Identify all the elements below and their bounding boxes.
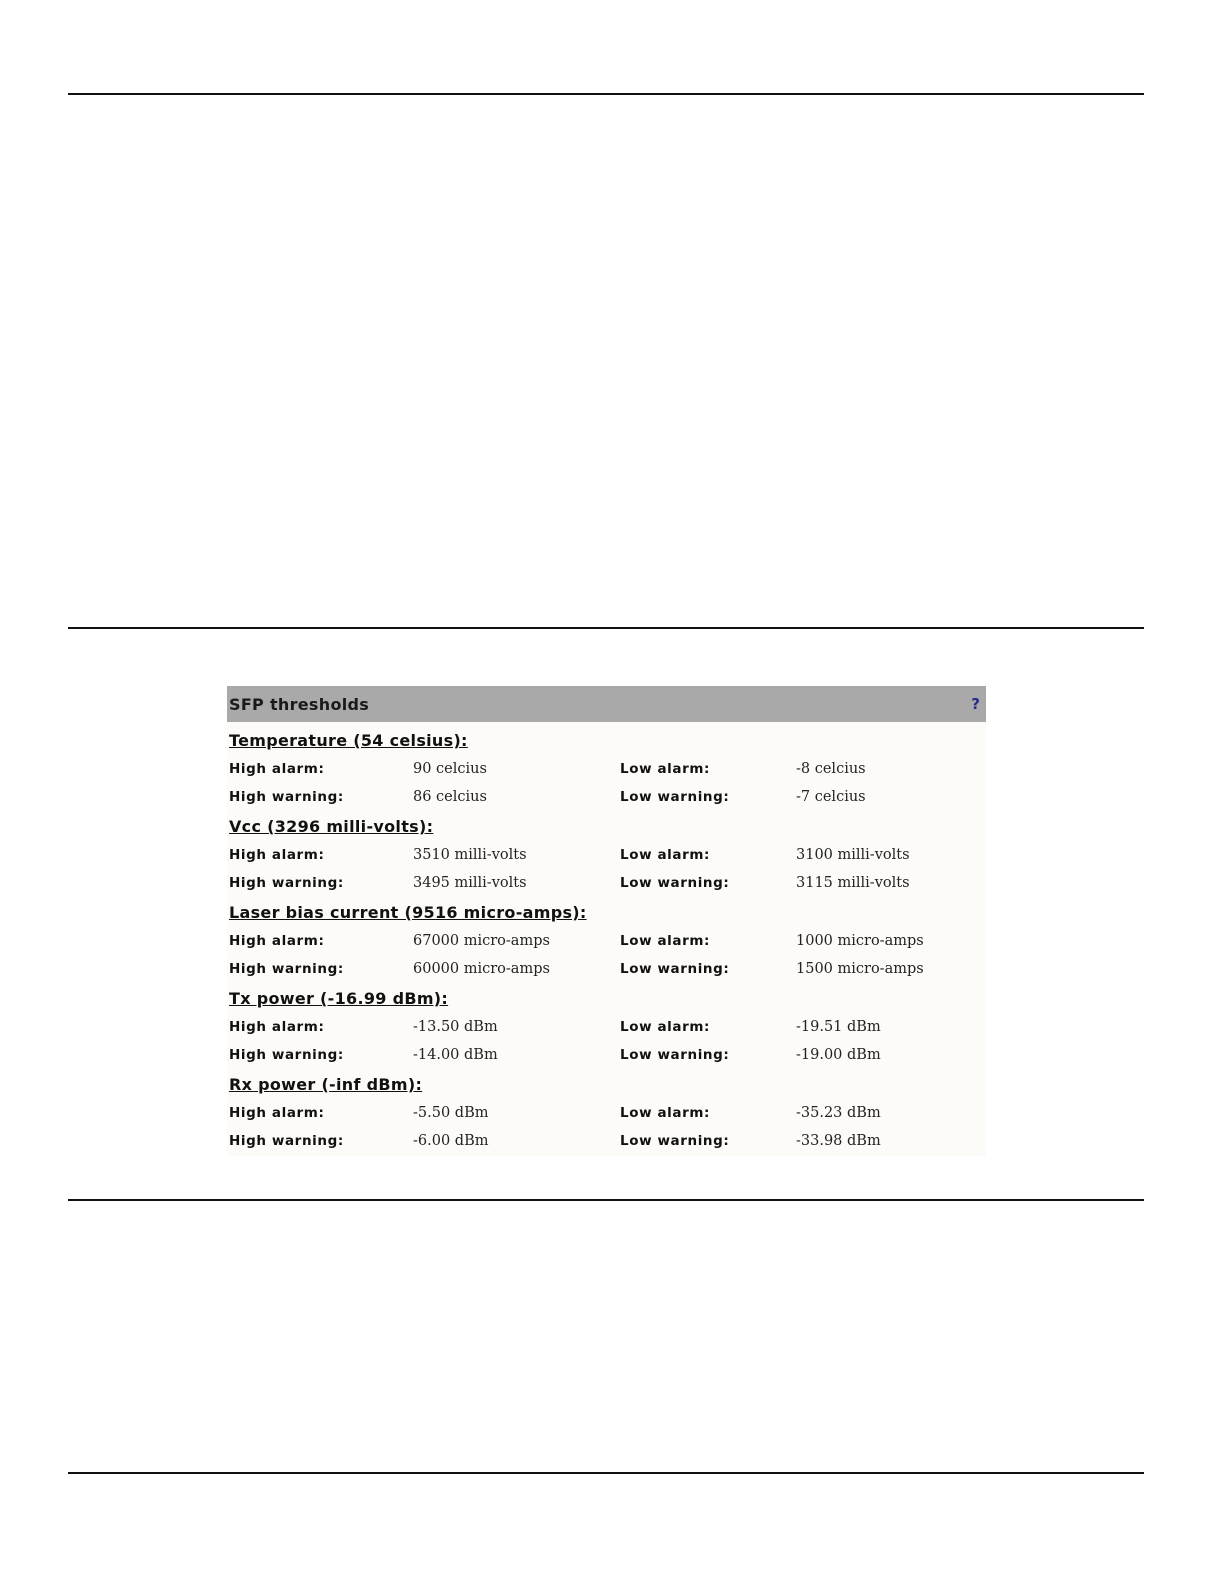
page-rule-figure-top (68, 627, 1144, 629)
high-warning-value: 86 celcius (413, 789, 487, 805)
section-vcc (229, 813, 979, 897)
page-rule-figure-bottom (68, 1199, 1144, 1201)
threshold-row-alarm (229, 1013, 979, 1041)
high-alarm-label: High alarm: (229, 761, 325, 777)
panel-title: SFP thresholds (229, 695, 370, 714)
low-warning-value: -7 celcius (796, 789, 866, 805)
high-alarm-label: High alarm: (229, 933, 325, 949)
low-alarm-value: -8 celcius (796, 761, 866, 777)
high-warning-label: High warning: (229, 875, 344, 891)
high-warning-value: 60000 micro-amps (413, 961, 550, 977)
threshold-row-warning (229, 955, 979, 983)
high-warning-label: High warning: (229, 961, 344, 977)
high-alarm-value: -5.50 dBm (413, 1105, 489, 1121)
section-temperature (229, 727, 979, 811)
low-warning-value: -19.00 dBm (796, 1047, 881, 1063)
low-alarm-label: Low alarm: (620, 761, 711, 777)
high-alarm-label: High alarm: (229, 1019, 325, 1035)
threshold-row-alarm (229, 755, 979, 783)
low-warning-label: Low warning: (620, 789, 730, 805)
low-alarm-label: Low alarm: (620, 1019, 711, 1035)
low-alarm-label: Low alarm: (620, 933, 711, 949)
threshold-row-warning (229, 869, 979, 897)
high-alarm-value: 90 celcius (413, 761, 487, 777)
low-alarm-label: Low alarm: (620, 847, 711, 863)
high-alarm-value: -13.50 dBm (413, 1019, 498, 1035)
threshold-row-alarm (229, 1099, 979, 1127)
page-rule-footer (68, 1472, 1144, 1474)
section-laser-bias-current (229, 899, 979, 983)
section-title-temperature: Temperature (54 celsius): (229, 731, 468, 750)
high-alarm-value: 3510 milli-volts (413, 847, 527, 863)
high-warning-label: High warning: (229, 1047, 344, 1063)
threshold-row-alarm (229, 841, 979, 869)
low-alarm-value: 1000 micro-amps (796, 933, 924, 949)
threshold-row-alarm (229, 927, 979, 955)
high-alarm-label: High alarm: (229, 1105, 325, 1121)
low-warning-label: Low warning: (620, 1047, 730, 1063)
high-warning-value: 3495 milli-volts (413, 875, 527, 891)
low-warning-value: -33.98 dBm (796, 1133, 881, 1149)
high-warning-label: High warning: (229, 1133, 344, 1149)
threshold-row-warning (229, 1041, 979, 1069)
low-alarm-value: -19.51 dBm (796, 1019, 881, 1035)
high-alarm-value: 67000 micro-amps (413, 933, 550, 949)
page-rule-top (68, 93, 1144, 95)
section-title-tx-power: Tx power (-16.99 dBm): (229, 989, 449, 1008)
threshold-row-warning (229, 783, 979, 811)
low-warning-label: Low warning: (620, 875, 730, 891)
low-warning-label: Low warning: (620, 961, 730, 977)
section-title-rx-power: Rx power (-inf dBm): (229, 1075, 423, 1094)
threshold-row-warning (229, 1127, 979, 1155)
section-title-laser-bias-current: Laser bias current (9516 micro-amps): (229, 903, 587, 922)
high-warning-label: High warning: (229, 789, 344, 805)
high-warning-value: -14.00 dBm (413, 1047, 498, 1063)
sfp-thresholds-panel (227, 686, 986, 1156)
low-warning-label: Low warning: (620, 1133, 730, 1149)
panel-header (227, 686, 986, 722)
section-title-vcc: Vcc (3296 milli-volts): (229, 817, 434, 836)
low-alarm-label: Low alarm: (620, 1105, 711, 1121)
high-alarm-label: High alarm: (229, 847, 325, 863)
section-rx-power (229, 1071, 979, 1155)
low-alarm-value: 3100 milli-volts (796, 847, 910, 863)
low-warning-value: 3115 milli-volts (796, 875, 910, 891)
low-warning-value: 1500 micro-amps (796, 961, 924, 977)
section-tx-power (229, 985, 979, 1069)
help-icon[interactable]: ? (971, 695, 980, 713)
low-alarm-value: -35.23 dBm (796, 1105, 881, 1121)
high-warning-value: -6.00 dBm (413, 1133, 489, 1149)
